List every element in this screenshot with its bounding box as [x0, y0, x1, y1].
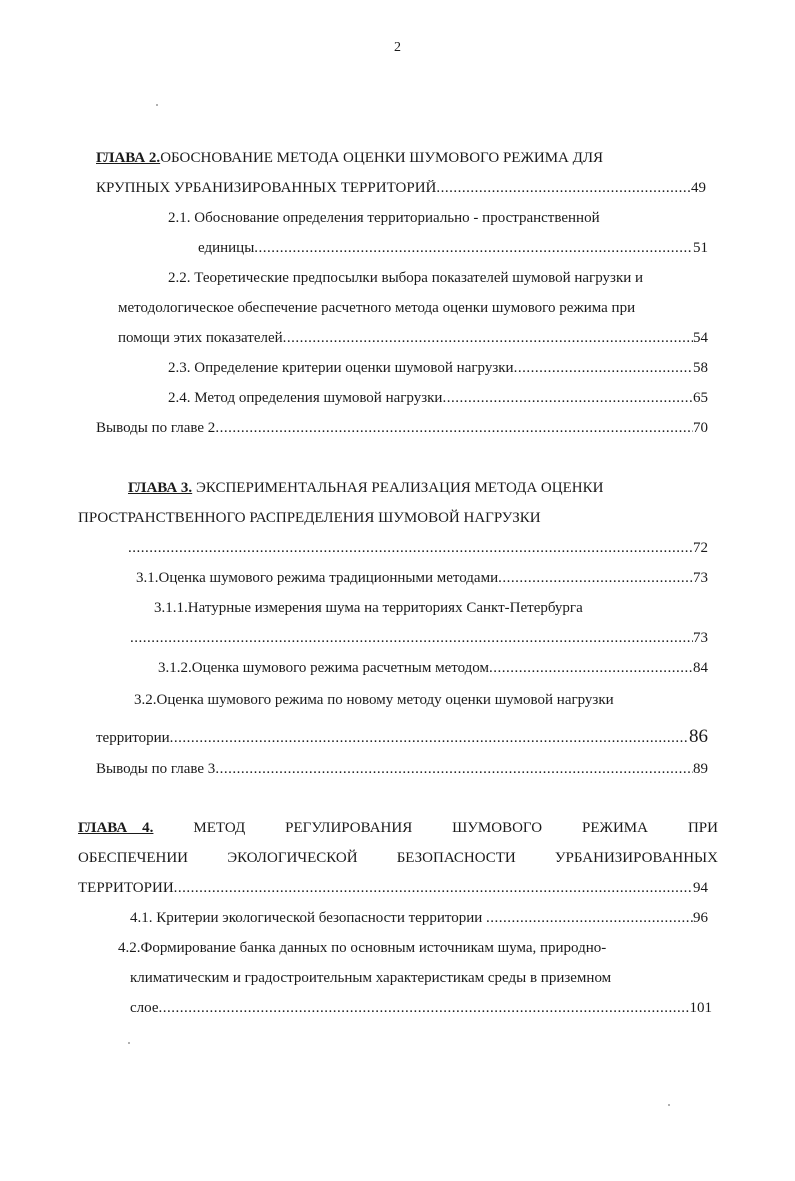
toc-entry-text: единицы	[198, 240, 255, 256]
toc-entry-3-1-1[interactable]	[130, 630, 708, 647]
chapter4-title-word: УРБАНИЗИРОВАННЫХ	[554, 850, 718, 866]
toc-entry-2-2-line1: 2.2. Теоретические предпосылки выбора показателей шумовой нагрузки и	[168, 270, 644, 286]
chapter2-title-line2: КРУПНЫХ УРБАНИЗИРОВАННЫХ ТЕРРИТОРИЙ	[96, 180, 437, 196]
chapter2-heading-line1	[96, 150, 603, 167]
chapter4-title-word: ШУМОВОГО	[452, 820, 543, 836]
toc-entry-text: 2.4. Метод определения шумовой нагрузки	[168, 390, 443, 406]
page-ref: 86	[689, 726, 708, 747]
toc-entry-2-2-line2: методологическое обеспечение расчетного метода оценки шумового режима при	[118, 300, 636, 316]
page-ref: 96	[693, 910, 708, 926]
toc-entry-text: Выводы по главе 3	[96, 761, 216, 777]
toc-entry-text: слое	[130, 1000, 159, 1016]
toc-entry-text: 3.1.2.Оценка шумового режима расчетным методом	[158, 660, 489, 676]
chapter4-title-word: РЕГУЛИРОВАНИЯ	[285, 820, 413, 836]
toc-entry-text: 4.1. Критерии экологической безопасности территории	[130, 910, 487, 926]
page-ref: 72	[693, 540, 708, 556]
chapter4-label: ГЛАВА 4.	[78, 820, 154, 836]
page-ref: 73	[693, 570, 708, 586]
chapter4-title-word: РЕЖИМА	[582, 820, 648, 836]
page-ref: 51	[693, 240, 708, 256]
toc-entry-3-1-2[interactable]	[158, 660, 708, 677]
page-ref: 54	[693, 330, 708, 346]
toc-entry-2-2[interactable]	[118, 330, 708, 347]
page-ref: 49	[691, 180, 706, 196]
toc-entry-4-1[interactable]	[130, 910, 708, 927]
chapter4-title-word: ОБЕСПЕЧЕНИИ	[78, 850, 189, 866]
toc-entry-chapter3[interactable]	[128, 540, 708, 557]
toc-entry-text: ТЕРРИТОРИИ	[78, 880, 174, 896]
toc-entry-3-2[interactable]	[96, 726, 708, 748]
toc-entry-4-2-line2: климатическим и градостроительным характеристикам среды в приземном	[130, 970, 612, 986]
chapter3-title-line1: ЭКСПЕРИМЕНТАЛЬНАЯ РЕАЛИЗАЦИЯ МЕТОДА ОЦЕНКИ	[195, 480, 604, 496]
toc-entry-chapter4[interactable]	[78, 880, 708, 897]
chapter4-title-word: ПРИ	[687, 820, 718, 836]
page-ref: 84	[693, 660, 708, 676]
scan-speck	[128, 1042, 130, 1044]
toc-entry-text: территории	[96, 730, 170, 746]
toc-entry-chapter2[interactable]	[96, 180, 706, 197]
toc-entry-4-2[interactable]	[130, 1000, 712, 1017]
page-ref: 65	[693, 390, 708, 406]
chapter2-title-line1: ОБОСНОВАНИЕ МЕТОДА ОЦЕНКИ ШУМОВОГО РЕЖИМА ДЛЯ	[160, 150, 604, 166]
toc-entry-text: Выводы по главе 2	[96, 420, 216, 436]
toc-entry-2-4[interactable]	[168, 390, 708, 407]
toc-entry-4-2-line1: 4.2.Формирование банка данных по основным источникам шума, природно-	[118, 940, 607, 956]
toc-entry-3-1-1-line1: 3.1.1.Натурные измерения шума на территориях Санкт-Петербурга	[154, 600, 583, 616]
scan-speck	[156, 104, 158, 106]
chapter3-heading-line1	[128, 480, 603, 497]
page-ref: 73	[693, 630, 708, 646]
toc-entry-2-1-line1: 2.1. Обоснование определения территориально - пространственной	[168, 210, 600, 226]
page-ref: 89	[693, 761, 708, 777]
toc-entry-2-3[interactable]	[168, 360, 708, 377]
chapter3-label: ГЛАВА 3.	[128, 480, 193, 496]
chapter4-title-word: МЕТОД	[193, 820, 246, 836]
toc-entry-conclusions-3[interactable]	[96, 761, 708, 778]
page-ref: 58	[693, 360, 708, 376]
toc-entry-2-1[interactable]	[198, 240, 708, 257]
chapter4-heading-line2	[78, 850, 718, 867]
chapter4-title-word: ЭКОЛОГИЧЕСКОЙ	[227, 850, 358, 866]
page-number: 2	[394, 40, 401, 55]
chapter4-title-word: БЕЗОПАСНОСТИ	[396, 850, 516, 866]
toc-entry-3-1[interactable]	[136, 570, 708, 587]
chapter3-title-line2: ПРОСТРАНСТВЕННОГО РАСПРЕДЕЛЕНИЯ ШУМОВОЙ НАГРУЗКИ	[78, 510, 541, 526]
chapter4-heading-line1	[78, 820, 718, 837]
toc-entry-text: 2.3. Определение критерии оценки шумовой нагрузки	[168, 360, 514, 376]
scan-speck	[668, 1104, 670, 1106]
page-ref: 94	[693, 880, 708, 896]
toc-entry-3-2-line1: 3.2.Оценка шумового режима по новому методу оценки шумовой нагрузки	[134, 692, 614, 708]
toc-entry-text: 3.1.Оценка шумового режима традиционными методами	[136, 570, 499, 586]
page-ref: 70	[693, 420, 708, 436]
toc-entry-text: помощи этих показателей	[118, 330, 283, 346]
page-ref: 101	[689, 1000, 712, 1016]
chapter2-label: ГЛАВА 2.	[96, 150, 161, 166]
toc-entry-conclusions-2[interactable]	[96, 420, 708, 437]
